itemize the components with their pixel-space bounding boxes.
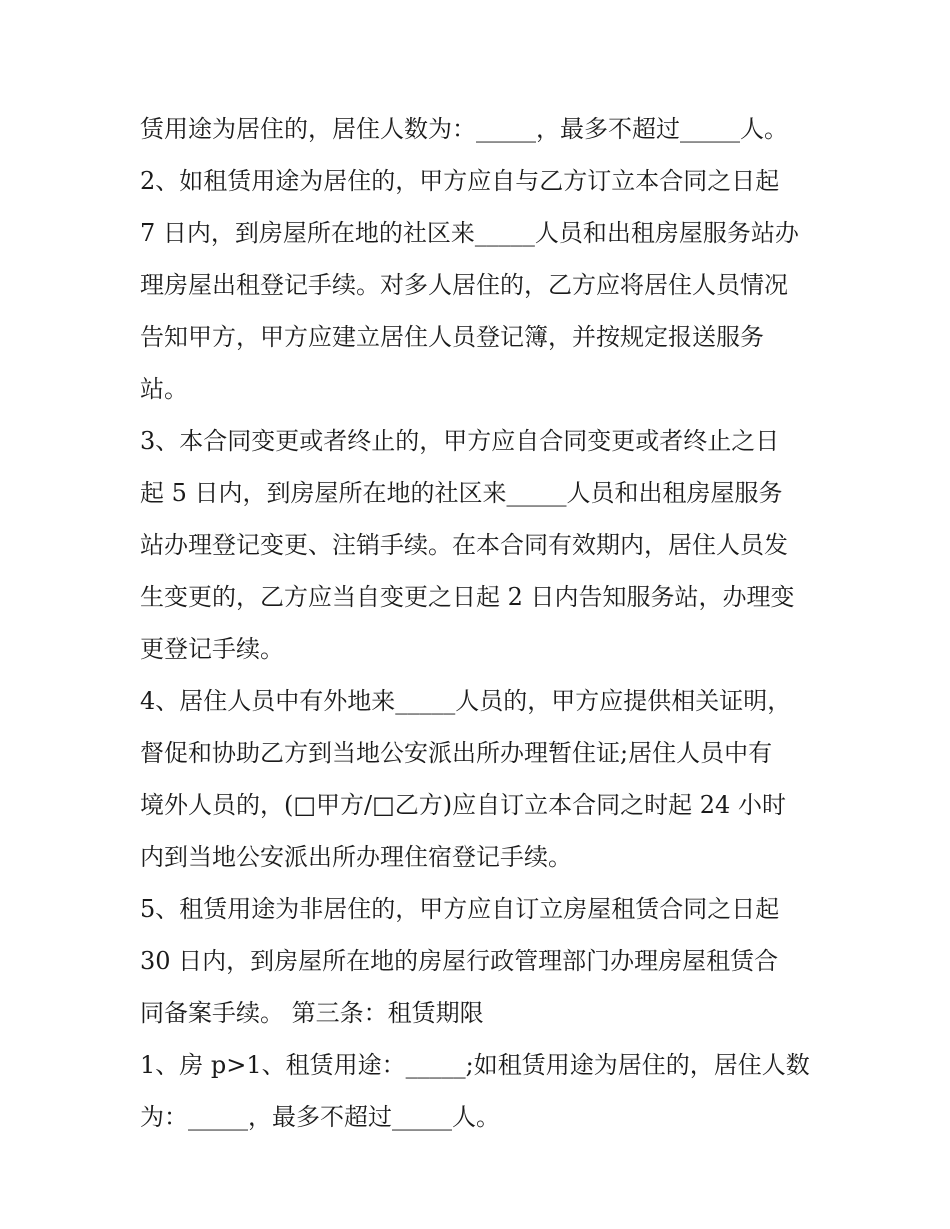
text-line: 站办理登记变更、注销手续。在本合同有效期内，居住人员发 (140, 531, 788, 559)
text-line: 同备案手续。 第三条：租赁期限 (140, 999, 484, 1027)
text-line: 起 5 日内，到房屋所在地的社区来_____人员和出租房屋服务 (140, 479, 783, 507)
text-line: 告知甲方，甲方应建立居住人员登记簿，并按规定报送服务 (140, 323, 764, 351)
text-line: 2、如租赁用途为居住的，甲方应自与乙方订立本合同之日起 (140, 167, 780, 195)
text-line: 3、本合同变更或者终止的，甲方应自合同变更或者终止之日 (140, 427, 780, 455)
text-line: 内到当地公安派出所办理住宿登记手续。 (140, 843, 572, 871)
text-line: 7 日内，到房屋所在地的社区来_____人员和出租房屋服务站办 (140, 219, 799, 247)
text-line: 生变更的，乙方应当自变更之日起 2 日内告知服务站，办理变 (140, 583, 795, 611)
text-line: 理房屋出租登记手续。对多人居住的，乙方应将居住人员情况 (140, 271, 788, 299)
text-line: 站。 (140, 375, 188, 403)
text-line: 1、房 p>1、租赁用途：_____;如租赁用途为居住的，居住人数 (140, 1051, 810, 1079)
text-line: 赁用途为居住的，居住人数为：_____，最多不超过_____人。 (140, 115, 788, 143)
text-line: 境外人员的，(□甲方/□乙方)应自订立本合同之时起 24 小时 (140, 791, 786, 819)
text-line: 督促和协助乙方到当地公安派出所办理暂住证;居住人员中有 (140, 739, 773, 767)
text-line: 5、租赁用途为非居住的，甲方应自订立房屋租赁合同之日起 (140, 895, 780, 923)
text-line: 30 日内，到房屋所在地的房屋行政管理部门办理房屋租赁合 (140, 947, 779, 975)
text-line: 4、居住人员中有外地来_____人员的，甲方应提供相关证明， (140, 687, 792, 715)
text-line: 更登记手续。 (140, 635, 284, 663)
document-body (140, 103, 830, 1143)
text-line: 为：_____，最多不超过_____人。 (140, 1103, 500, 1131)
